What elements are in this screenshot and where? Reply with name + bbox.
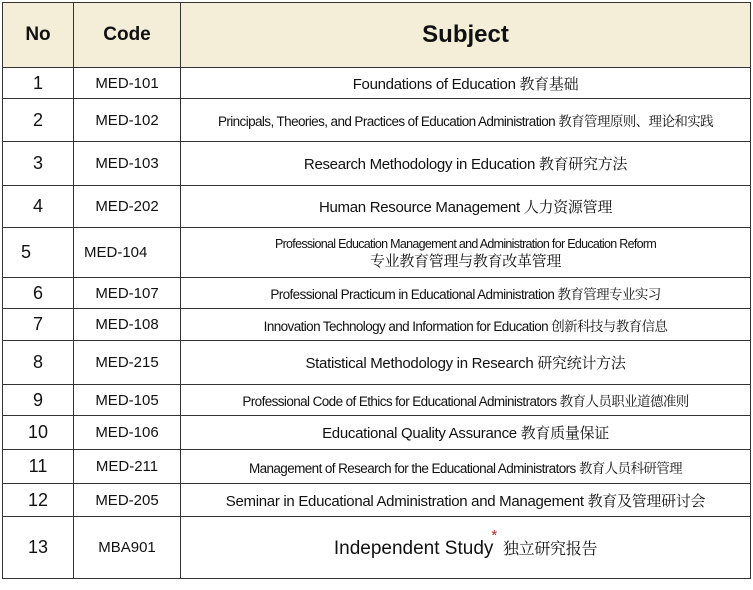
row-subject (181, 99, 751, 142)
row-subject (181, 450, 751, 484)
row-subject (181, 484, 751, 517)
asterisk-mark: * (491, 526, 497, 544)
table-row (3, 142, 751, 186)
row-subject (181, 341, 751, 385)
subject-zh: 教育研究方法 (538, 156, 628, 173)
subject-zh: 教育人员科研管理 (578, 460, 683, 476)
table-row (3, 484, 751, 517)
row-subject (181, 309, 751, 341)
row-subject (181, 142, 751, 186)
subject-en: Management of Research for the Educational Administrators (248, 460, 576, 476)
row-subject (181, 186, 751, 228)
subject-zh: 教育管理专业实习 (557, 287, 661, 302)
row-no: 7 (3, 309, 74, 341)
row-code: MED-101 (74, 68, 181, 99)
subject-zh: 独立研究报告 (502, 538, 598, 558)
table-row (3, 99, 751, 142)
subject-zh: 教育人员职业道德准则 (559, 394, 689, 409)
row-code: MED-106 (74, 416, 181, 450)
row-subject (181, 517, 751, 579)
table-row (3, 341, 751, 385)
subject-en: Professional Practicum in Educational Administration (270, 287, 555, 302)
table-row (3, 385, 751, 416)
subject-en: Innovation Technology and Information for Education (263, 318, 549, 334)
subject-zh: 教育质量保证 (520, 425, 609, 442)
row-no: 10 (3, 416, 74, 450)
subject-zh: 研究统计方法 (537, 355, 626, 372)
subject-zh: 人力资源管理 (523, 199, 613, 216)
row-code: MED-215 (74, 341, 181, 385)
table-row (3, 228, 751, 278)
row-subject (181, 416, 751, 450)
row-code: MED-102 (74, 99, 181, 142)
table-row (3, 450, 751, 484)
subject-en: Seminar in Educational Administration and Management (225, 492, 584, 510)
row-code: MED-108 (74, 309, 181, 341)
table-row (3, 309, 751, 341)
subject-en: Human Resource Management (318, 199, 520, 216)
subject-en: Foundations of Education (352, 75, 516, 93)
table-row (3, 517, 751, 579)
table-row (3, 186, 751, 228)
row-code: MED-211 (74, 450, 181, 484)
subject-zh: 教育管理原则、理论和实践 (558, 114, 714, 129)
row-code: MED-104 (74, 228, 181, 278)
row-subject (181, 278, 751, 309)
row-no: 13 (3, 517, 74, 579)
row-no: 2 (3, 99, 74, 142)
row-code: MED-105 (74, 385, 181, 416)
subject-en: Educational Quality Assurance (322, 425, 517, 442)
header-no: No (3, 3, 74, 68)
table-row (3, 416, 751, 450)
subject-zh: 专业教育管理与教育改革管理 (369, 252, 562, 270)
row-no: 4 (3, 186, 74, 228)
row-code: MED-202 (74, 186, 181, 228)
subject-en: Principals, Theories, and Practices of Education Administration (217, 114, 556, 129)
course-table (2, 2, 751, 579)
row-no: 9 (3, 385, 74, 416)
header-code: Code (74, 3, 181, 68)
row-no: 11 (3, 450, 74, 484)
row-no: 3 (3, 142, 74, 186)
row-subject (181, 68, 751, 99)
row-subject (181, 228, 751, 278)
table-row (3, 278, 751, 309)
row-no: 1 (3, 68, 74, 99)
row-code: MBA901 (74, 517, 181, 579)
subject-en: Professional Code of Ethics for Educational Administrators (242, 394, 557, 409)
header-subject: Subject (181, 3, 751, 68)
header-row (3, 3, 751, 68)
row-no: 5 (3, 228, 74, 278)
subject-en: Statistical Methodology in Research (305, 355, 534, 372)
row-code: MED-103 (74, 142, 181, 186)
row-code: MED-205 (74, 484, 181, 517)
table-row (3, 68, 751, 99)
row-no: 8 (3, 341, 74, 385)
subject-en: Research Methodology in Education (303, 156, 535, 173)
subject-zh: 教育基础 (519, 75, 579, 93)
subject-zh: 教育及管理研讨会 (587, 492, 706, 510)
row-subject (181, 385, 751, 416)
row-no: 12 (3, 484, 74, 517)
row-no: 6 (3, 278, 74, 309)
subject-zh: 创新科技与教育信息 (551, 318, 668, 334)
subject-en: Professional Education Management and Administration for Education Reform (274, 236, 657, 251)
subject-en: Independent Study (333, 537, 494, 559)
row-code: MED-107 (74, 278, 181, 309)
